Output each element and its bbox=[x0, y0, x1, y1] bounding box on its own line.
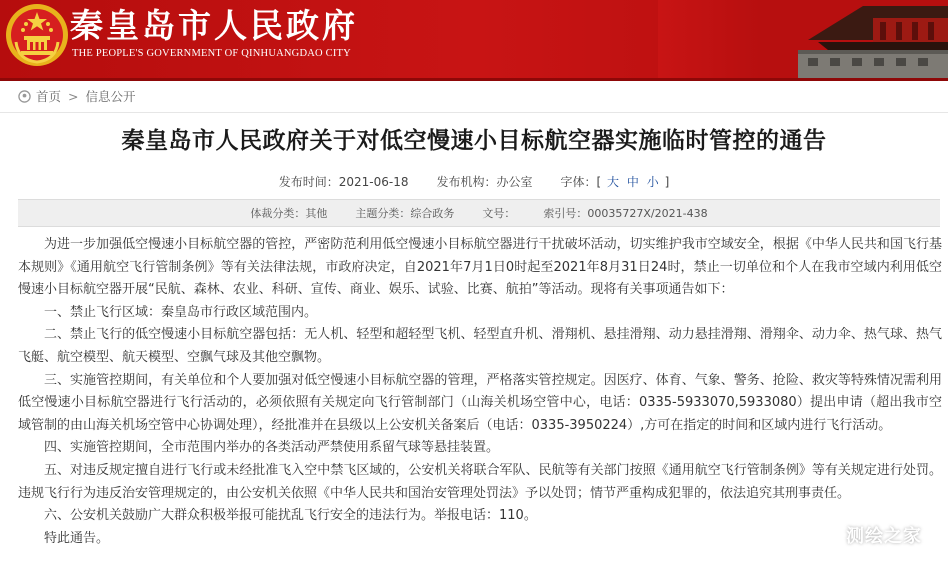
breadcrumb-separator: > bbox=[68, 88, 79, 104]
paragraph-4: 四、实施管控期间，全市范围内举办的各类活动严禁使用系留气球等悬挂装置。 bbox=[44, 440, 500, 456]
font-small-button[interactable]: 小 bbox=[646, 175, 659, 189]
breadcrumb-info-disclosure-link[interactable]: 信息公开 bbox=[85, 89, 136, 104]
site-title: 秦皇岛市人民政府 bbox=[70, 6, 358, 45]
breadcrumb bbox=[18, 87, 136, 105]
document-number: 文号： bbox=[482, 207, 516, 220]
city-gate-tower-illustration bbox=[658, 0, 948, 78]
paragraph-2: 二、禁止飞行的低空慢速小目标航空器包括：无人机、轻型和超轻型飞机、轻型直升机、滑翔机、悬挂滑翔、动力悬挂滑翔、滑翔伞、动力伞、热气球、热气飞艇、航空模型、航天模型、空飘气球及其他空飘物。 bbox=[18, 327, 942, 365]
paragraph-1: 一、禁止飞行区域：秦皇岛市行政区域范围内。 bbox=[44, 304, 318, 320]
article-body bbox=[18, 234, 942, 550]
site-header bbox=[0, 0, 948, 78]
paragraph-6: 六、公安机关鼓励广大群众积极举报可能扰乱飞行安全的违法行为。举报电话：110。 bbox=[44, 508, 537, 524]
national-emblem-icon bbox=[4, 2, 70, 68]
paragraph-3: 三、实施管控期间，有关单位和个人要加强对低空慢速小目标航空器的管理，严格落实管控规定。因医疗、体育、气象、警务、抢险、救灾等特殊情况需利用低空慢速小目标航空器进行飞行活动的，必须依照有关规定向飞行管制部门（山海关机场空管中心，电话：0335-5933070,5933080）提出申请（超出我市空域管制的由山海关机场空管中心协调处理），经批准并在县级以上公安机关备案后（电话：0335-3950224）,方可在指定的时间和区域内进行飞行活动。 bbox=[18, 372, 942, 433]
font-size-switcher bbox=[561, 173, 670, 190]
breadcrumb-home-link[interactable]: 首页 bbox=[36, 89, 62, 104]
index-number: 索引号：00035727X/2021-438 bbox=[543, 207, 708, 220]
article-meta bbox=[0, 173, 948, 190]
font-size-label: 字体：[ bbox=[560, 175, 602, 189]
topic-classification: 主题分类：综合政务 bbox=[355, 207, 455, 220]
breadcrumb-divider bbox=[0, 112, 948, 113]
watermark bbox=[812, 522, 922, 548]
paragraph-intro: 为进一步加强低空慢速小目标航空器的管控，严密防范利用低空慢速小目标航空器进行干扰破坏活动，切实维护我市空域安全，根据《中华人民共和国飞行基本规则》《通用航空飞行管制条例》等有关法律法规，市政府决定，自2021年7月1日0时起至2021年8月31日24时，禁止一切单位和个人在我市空域内利用低空慢速小目标航空器开展“民航、森林、农业、科研、宣传、商业、娱乐、试验、比赛、航拍”等活动。现将有关事项通告如下： bbox=[18, 237, 942, 298]
publisher: 发布机构：办公室 bbox=[436, 175, 533, 189]
publish-time: 发布时间：2021-06-18 bbox=[278, 175, 409, 189]
paragraph-closing: 特此通告。 bbox=[44, 530, 110, 546]
font-medium-button[interactable]: 中 bbox=[626, 175, 639, 189]
site-subtitle: THE PEOPLE'S GOVERNMENT OF QINHUANGDAO CITY bbox=[72, 48, 351, 59]
location-pin-icon bbox=[18, 90, 31, 103]
header-divider bbox=[0, 78, 948, 81]
font-size-bracket: ] bbox=[664, 175, 670, 189]
paragraph-5: 五、对违反规定擅自进行飞行或未经批准飞入空中禁飞区域的，公安机关将联合军队、民航等有关部门按照《通用航空飞行管制条例》等有关规定进行处罚。违规飞行行为违反治安管理规定的，由公安机关依照《中华人民共和国治安管理处罚法》予以处罚；情节严重构成犯罪的，依法追究其刑事责任。 bbox=[18, 462, 942, 501]
document-info-bar bbox=[18, 199, 940, 227]
genre-classification: 体裁分类：其他 bbox=[250, 207, 328, 220]
article-title: 秦皇岛市人民政府关于对低空慢速小目标航空器实施临时管控的通告 bbox=[121, 128, 827, 154]
wechat-icon bbox=[812, 523, 840, 547]
watermark-text: 测绘之家 bbox=[846, 526, 922, 547]
font-large-button[interactable]: 大 bbox=[607, 175, 620, 189]
